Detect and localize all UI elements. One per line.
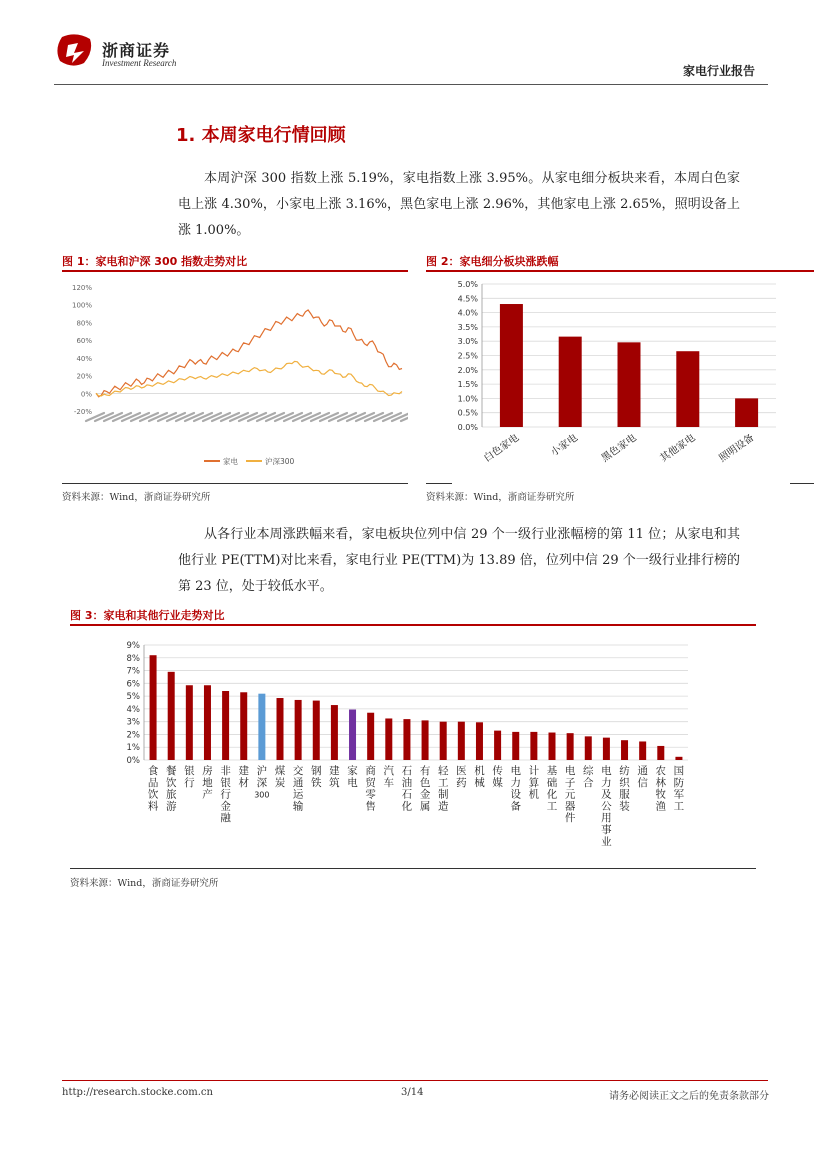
fig2-y-tick-label: 5.0% [457,280,478,289]
fig3-y-tick-label: 8% [126,653,140,664]
logo-mark [54,33,96,69]
fig3-x-tick-label: 有色金属 [419,765,431,813]
fig3-caption: 图 3：家电和其他行业走势对比 [70,609,225,622]
footer-page-number: 3/14 [401,1087,424,1098]
fig2-bottom-rule-right [790,483,814,484]
fig3-x-tick-label: 基础化工 [546,765,558,813]
fig3-y-tick-label: 4% [126,704,140,715]
fig3-x-tick-label: 通信 [637,765,648,789]
fig3-y-tick-label: 6% [126,679,140,690]
fig3-y-tick-label: 9% [126,641,140,651]
fig3-x-tick-label: 纺织服装 [619,765,630,813]
fig3-bar [277,698,284,760]
fig3-bar [168,672,175,760]
fig2-y-tick-label: 3.0% [457,337,478,347]
fig1-y-tick-label: 120% [71,284,92,292]
footer-disclaimer: 请务必阅读正文之后的免责条款部分 [609,1091,769,1102]
fig3-bar [458,722,465,760]
fig1-y-tick-label: 20% [76,372,92,381]
fig3-y-tick-label: 0% [126,756,140,766]
fig2-bottom-rule [426,483,452,484]
paragraph-2: 从各行业本周涨跌幅来看，家电板块位列中信 29 个一级行业涨幅榜的第 11 位；从家电和其他行业 PE(TTM)对比来看，家电行业 PE(TTM)为 13.89 倍，位列中信 29 个一级行业排行榜的第 23 位，处于较低水平。 [178,527,740,594]
fig2-bar [735,398,758,427]
fig3-bar [603,738,610,760]
fig3-bar [295,700,302,760]
fig3-x-tick-label: 综合 [583,765,594,789]
fig2-source: 资料来源：Wind，浙商证券研究所 [426,492,575,503]
fig2-bar [618,342,641,427]
fig1-line-chart [62,275,408,480]
fig3-x-tick-label: 电力及公用事业 [601,765,612,848]
fig1-y-tick-label: 0% [80,390,92,399]
paragraph-1: 本周沪深 300 指数上涨 5.19%，家电指数上涨 3.95%。从家电细分板块来看，本周白色家电上涨 4.30%，小家电上涨 3.16%，黑色家电上涨 2.96%，其他家电上涨 2.65%，照明设备上涨 1.00%。 [178,171,740,238]
footer-rule [62,1080,768,1081]
fig2-caption-rule [426,270,814,272]
fig3-x-tick-label: 汽车 [383,765,395,789]
fig3-bar [657,746,664,760]
fig2-x-tick-label: 小家电 [549,432,580,459]
fig2-x-tick-label: 照明设备 [717,432,757,465]
fig3-bar [530,732,537,760]
fig2-caption: 图 2：家电细分板块涨跌幅 [426,255,559,268]
fig3-bar [621,740,628,760]
fig3-x-tick-label: 商贸零售 [365,765,376,813]
fig3-bar-chart [70,630,756,865]
fig1-bottom-rule [62,483,408,484]
fig3-x-tick-label: 建材 [238,765,249,789]
fig3-x-tick-label: 国防军工 [673,765,685,813]
brand-subtitle: Investment Research [102,58,177,68]
fig3-bar [585,736,592,760]
fig3-y-tick-label: 5% [126,692,140,703]
fig3-bar [313,701,320,760]
fig2-y-tick-label: 4.5% [457,294,478,304]
fig3-x-tick-label: 房地产 [202,765,213,801]
brand-name: 浙商证券 [102,41,171,60]
fig3-x-tick-label: 银行 [184,765,195,789]
fig3-x-tick-label: 非银行金融 [220,765,231,825]
fig3-bar [150,655,157,760]
fig2-bar-chart [426,275,814,480]
fig3-bar [494,731,501,760]
fig3-y-tick-label: 2% [126,730,140,741]
fig3-x-tick-label: 医药 [456,765,467,789]
fig2-y-tick-label: 2.0% [457,365,478,375]
fig2-x-tick-label: 白色家电 [482,432,522,465]
fig3-bar [186,685,193,760]
footer-url[interactable]: http://research.stocke.com.cn [62,1087,213,1098]
fig3-bar [204,685,211,760]
fig3-bar [422,720,429,760]
fig3-caption-rule [70,624,756,626]
fig3-x-tick-label: 沪深 300 [254,765,270,800]
fig2-y-tick-label: 1.0% [457,394,478,404]
fig3-x-tick-label: 钢铁 [311,765,322,789]
fig3-x-tick-label: 计算机 [528,765,540,801]
fig1-y-tick-label: 100% [71,301,92,310]
fig1-series-line-home-appliance [96,310,402,397]
fig2-bar [500,304,523,427]
fig3-bar [240,692,247,760]
fig2-bar [559,337,582,427]
section-title: 1. 本周家电行情回顾 [176,125,346,146]
fig3-bar [258,694,265,760]
fig1-legend-label: 家电 [223,457,238,466]
fig1-series-line-hs300 [96,361,402,396]
fig1-caption: 图 1：家电和沪深 300 指数走势对比 [62,255,248,268]
fig3-x-tick-label: 家电 [347,765,358,789]
fig2-y-tick-label: 1.5% [457,380,478,390]
fig3-bar [440,722,447,760]
fig3-bar [549,733,556,760]
fig3-x-tick-label: 电子元器件 [564,765,576,825]
fig3-x-tick-label: 食品饮料 [147,765,159,813]
fig3-y-tick-label: 1% [126,743,140,754]
header-rule [54,84,768,85]
fig3-x-tick-label: 电力设备 [510,765,521,813]
fig3-bar [567,733,574,760]
report-type: 家电行业报告 [682,64,755,78]
fig3-x-tick-label: 交通运输 [292,765,304,813]
fig1-y-tick-label: 60% [76,337,92,346]
fig3-x-tick-label: 煤炭 [274,765,286,789]
fig2-y-tick-label: 3.5% [457,322,478,332]
fig2-x-tick-label: 黑色家电 [599,432,639,465]
fig3-bar [476,722,483,760]
fig3-bar [222,691,229,760]
fig3-x-tick-label: 农林牧渔 [655,765,667,813]
fig3-x-tick-label: 轻工制造 [437,765,449,813]
fig3-source: 资料来源：Wind，浙商证券研究所 [70,878,219,889]
fig3-y-tick-label: 7% [126,666,140,677]
fig3-bar [331,705,338,760]
fig2-y-tick-label: 2.5% [457,351,478,361]
fig3-bar [675,757,682,760]
fig3-x-tick-label: 机械 [474,765,485,789]
fig1-y-tick-label: 40% [76,354,92,363]
fig2-bar [676,351,699,427]
fig1-caption-rule [62,270,408,272]
fig3-bottom-rule [70,868,756,869]
fig3-bar [385,718,392,760]
fig3-y-tick-label: 3% [126,717,140,728]
fig3-x-tick-label: 传媒 [492,765,503,789]
fig2-y-tick-label: 4.0% [457,308,478,318]
fig3-x-tick-label: 餐饮旅游 [165,765,177,813]
fig2-y-tick-label: 0.5% [457,408,478,418]
fig1-source: 资料来源：Wind，浙商证券研究所 [62,492,211,503]
fig1-legend-label: 沪深300 [265,457,295,466]
fig3-bar [403,719,410,760]
fig3-bar [367,713,374,760]
fig2-x-tick-label: 其他家电 [658,432,698,465]
fig3-bar [639,741,646,760]
fig1-y-tick-label: -20% [73,408,92,416]
fig1-y-tick-label: 80% [76,319,92,328]
fig2-y-tick-label: 0.0% [457,423,478,432]
fig3-bar [512,732,519,760]
fig3-x-tick-label: 建筑 [329,765,340,789]
fig3-bar [349,710,356,760]
fig3-x-tick-label: 石油石化 [401,765,413,813]
